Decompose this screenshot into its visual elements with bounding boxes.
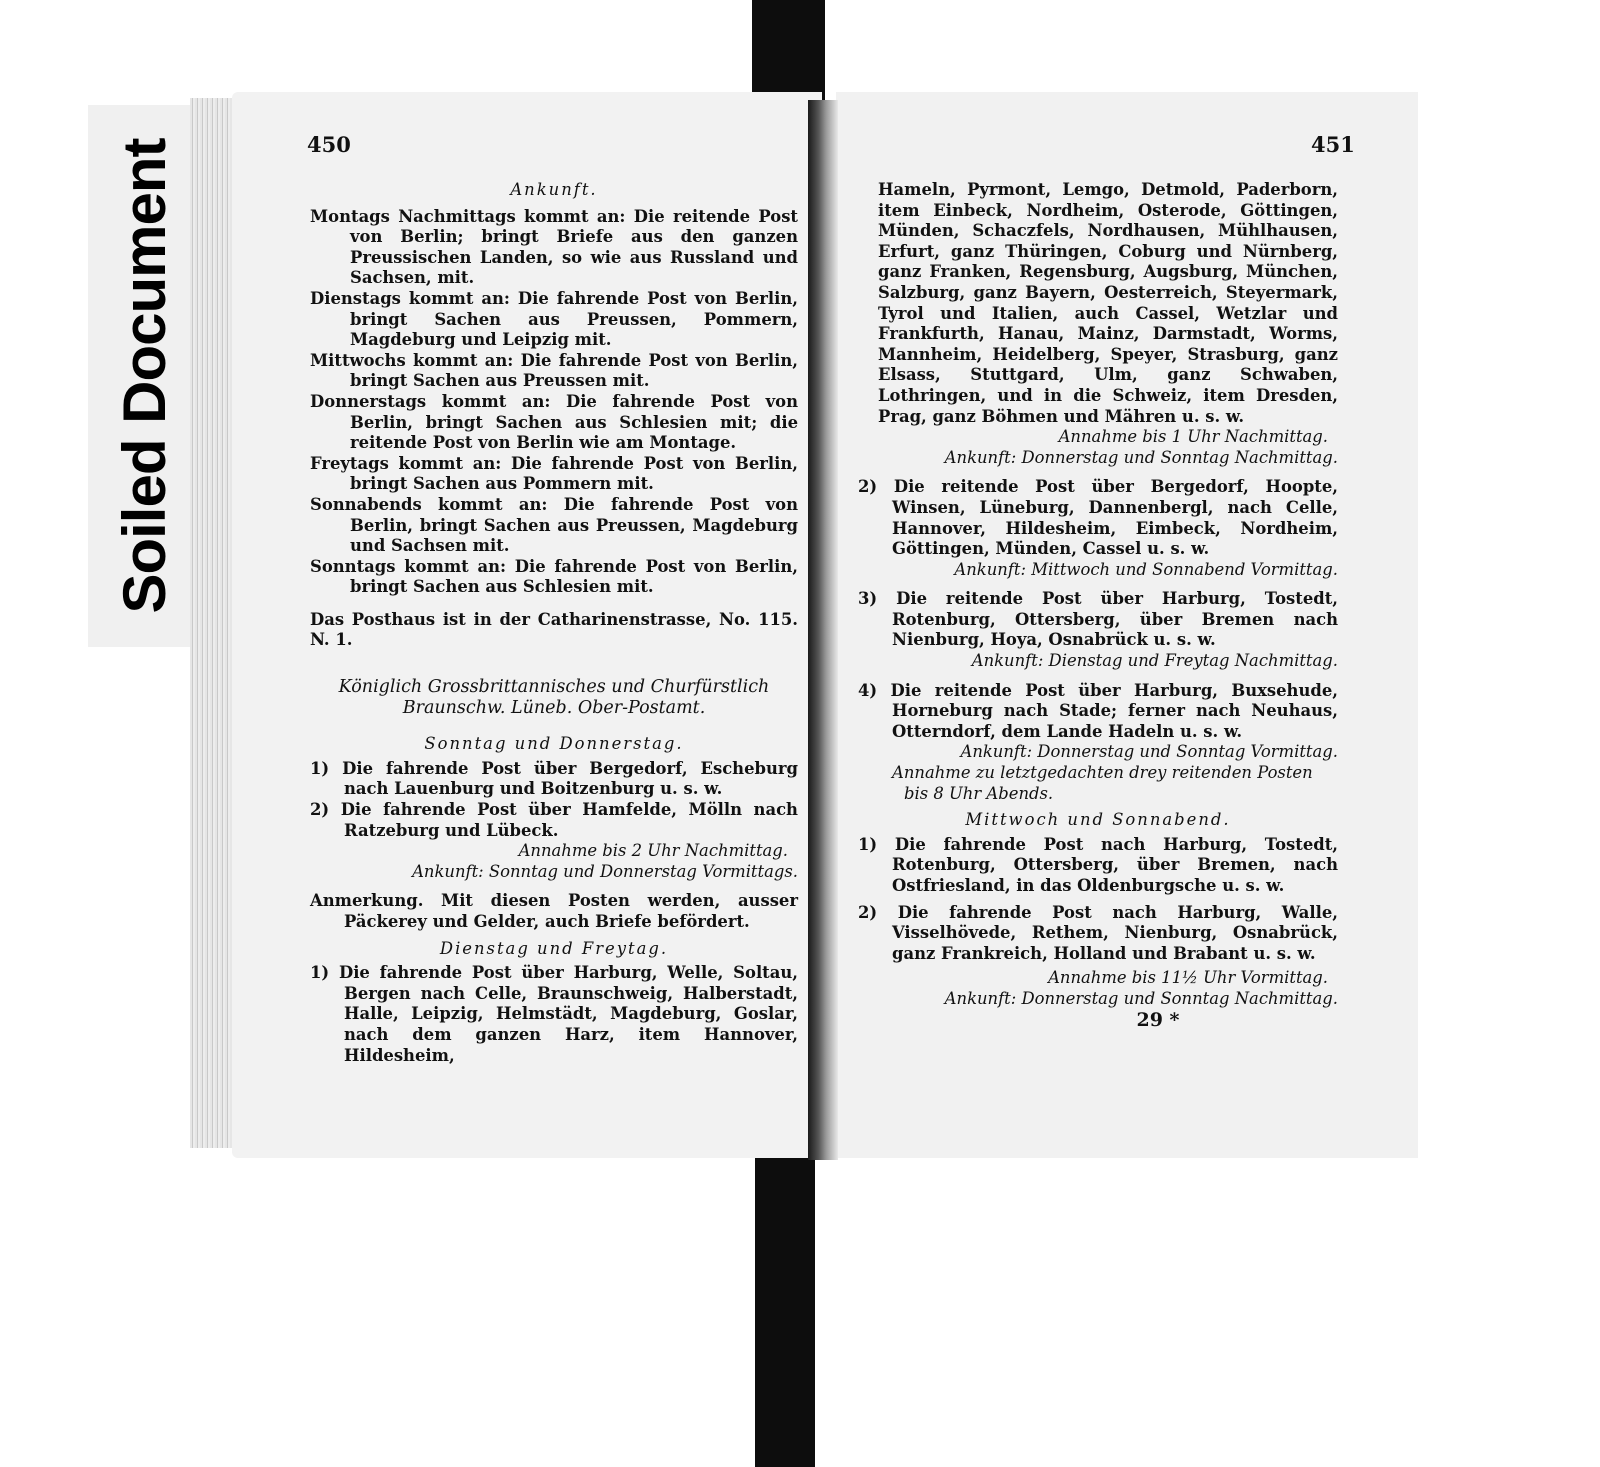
arrival-entry: Sonnabends kommt an: Die fahrende Post von Berlin, bringt Sachen aus Preussen, Magdeburg und Sachsen mit. [310, 494, 798, 556]
post-text: Die fahrende Post über Bergedorf, Escheburg nach Lauenburg und Boitzenburg u. s. w. [342, 758, 798, 799]
annahme-note: Annahme bis 2 Uhr Nachmittag. [518, 841, 788, 861]
binding-strip-bottom [755, 1155, 815, 1467]
post-entry [858, 835, 1338, 897]
anmerkung-note: Anmerkung. Mit diesen Posten werden, ausser Päckerey und Gelder, auch Briefe befördert. [310, 891, 798, 931]
signature-mark: 29 * [1136, 1008, 1180, 1031]
arrival-entry: Donnerstags kommt an: Die fahrende Post von Berlin, bringt Sachen aus Schlesien mit; die reitende Post von Berlin wie am Montage. [310, 391, 798, 453]
arrival-entry: Mittwochs kommt an: Die fahrende Post von Berlin, bringt Sachen aus Preussen mit. [310, 350, 798, 391]
binding-strip-top [752, 0, 825, 100]
post-text: Die fahrende Post über Harburg, Welle, Soltau, Bergen nach Celle, Braunschweig, Halberstadt, Halle, Leipzig, Helmstädt, Magdeburg, Goslar, nach dem ganzen Harz, item Hannover, Hildesheim, [338, 963, 798, 1065]
post-number: 2) [858, 902, 878, 922]
ankunft-note: Ankunft: Mittwoch und Sonnabend Vormittag. [954, 559, 1338, 579]
arrival-entry: Montags Nachmittags kommt an: Die reitende Post von Berlin; bringt Briefe aus den ganzen Preussischen Landen, so wie aus Russland und Sachsen, mit. [310, 206, 798, 288]
continuation-text: Hameln, Pyrmont, Lemgo, Detmold, Paderborn, item Einbeck, Nordheim, Osterode, Göttingen, Münden, Schaczfels, Nordhausen, Mühlhausen, Erfurt, ganz Thüringen, Coburg und Nürnberg, ganz Franken, Regensburg, Augsburg, München, Salzburg, ganz Bayern, Oesterreich, Steyermark, Tyrol und Italien, auch Cassel, Wetzlar und Frankfurth, Hanau, Mainz, Darmstadt, Worms, Mannheim, Heidelberg, Speyer, Strasburg, ganz Elsass, Stuttgard, Ulm, ganz Schwaben, Lothringen, und in die Schweiz, item Dresden, Prag, ganz Böhmen und Mähren u. s. w. [878, 180, 1338, 426]
post-entry [310, 800, 798, 841]
post-entry [858, 903, 1338, 965]
book-gutter [808, 100, 838, 1160]
post-number: 2) [858, 477, 878, 497]
office-title: Königlich Grossbrittannisches und Churfürstlich [338, 677, 770, 698]
post-number: 1) [310, 963, 330, 983]
annahme-note: Annahme bis 11½ Uhr Vormittag. [1048, 968, 1328, 988]
book-page-edges [190, 98, 236, 1148]
post-number: 3) [858, 589, 878, 609]
ankunft-note: Ankunft: Dienstag und Freytag Nachmittag. [971, 651, 1338, 671]
post-text: Die reitende Post über Harburg, Buxsehude, Horneburg nach Stade; ferner nach Neuhaus, Otterndorf, dem Lande Hadeln u. s. w. [890, 680, 1338, 741]
office-subtitle: Braunschw. Lüneb. Ober-Postamt. [402, 697, 706, 718]
post-text: Die reitende Post über Bergedorf, Hoopte, Winsen, Lüneburg, Dannenbergl, nach Celle, Hannover, Hildesheim, Eimbeck, Nordheim, Göttingen, Münden, Cassel u. s. w. [892, 477, 1338, 559]
annahme-note: Annahme bis 1 Uhr Nachmittag. [1058, 427, 1328, 447]
right-page [836, 92, 1418, 1158]
post-entry [310, 759, 798, 800]
ankunft-note: Ankunft: Donnerstag und Sonntag Nachmittag. [944, 988, 1338, 1008]
post-entry [310, 963, 798, 1066]
post-entry [858, 589, 1338, 651]
right-page-text [858, 180, 1338, 1030]
arrival-entry: Freytags kommt an: Die fahrende Post von Berlin, bringt Sachen aus Pommern mit. [310, 453, 798, 494]
post-text: Die fahrende Post nach Harburg, Tostedt, Rotenburg, Ottersberg, über Bremen, nach Ostfriesland, in das Oldenburgsche u. s. w. [892, 834, 1338, 895]
page-number: 451 [1311, 132, 1355, 157]
ankunft-note: Ankunft: Sonntag und Donnerstag Vormittags. [412, 861, 798, 881]
post-entry [858, 681, 1338, 743]
posthaus-note: Das Posthaus ist in der Catharinenstrasse, No. 115. N. 1. [310, 609, 798, 650]
post-number: 1) [310, 758, 330, 778]
post-text: Die fahrende Post über Hamfelde, Mölln nach Ratzeburg und Lübeck. [340, 800, 798, 840]
post-text: Die reitende Post über Harburg, Tostedt, Rotenburg, Ottersberg, über Bremen nach Nienburg, Hoya, Osnabrück u. s. w. [892, 589, 1338, 650]
page-number: 450 [307, 132, 351, 157]
left-page [232, 92, 822, 1158]
post-entry [858, 477, 1338, 559]
ankunft-note: Ankunft: Donnerstag und Sonntag Vormittag. [960, 742, 1338, 762]
annahme-note: Annahme zu letztgedachten drey reitenden Posten bis 8 Uhr Abends. [892, 763, 1313, 803]
arrival-entry: Dienstags kommt an: Die fahrende Post von Berlin, bringt Sachen aus Preussen, Pommern, Magdeburg und Leipzig mit. [310, 288, 798, 350]
arrival-entry: Sonntags kommt an: Die fahrende Post von Berlin, bringt Sachen aus Schlesien mit. [310, 556, 798, 597]
day-heading: Sonntag und Donnerstag. [424, 734, 684, 754]
post-text: Die fahrende Post nach Harburg, Walle, Visselhövede, Rethem, Nienburg, Osnabrück, ganz Frankreich, Holland und Brabant u. s. w. [892, 902, 1338, 963]
ankunft-note: Ankunft: Donnerstag und Sonntag Nachmittag. [944, 447, 1338, 467]
left-page-text [310, 180, 798, 1066]
post-number: 4) [858, 680, 878, 700]
heading-arrival: Ankunft. [510, 180, 598, 199]
day-heading: Mittwoch und Sonnabend. [965, 810, 1231, 830]
day-heading: Dienstag und Freytag. [439, 938, 669, 958]
post-number: 1) [858, 834, 878, 854]
soiled-document-tab [88, 105, 201, 647]
post-number: 2) [310, 800, 330, 820]
tab-label: Soiled Document [110, 138, 178, 614]
